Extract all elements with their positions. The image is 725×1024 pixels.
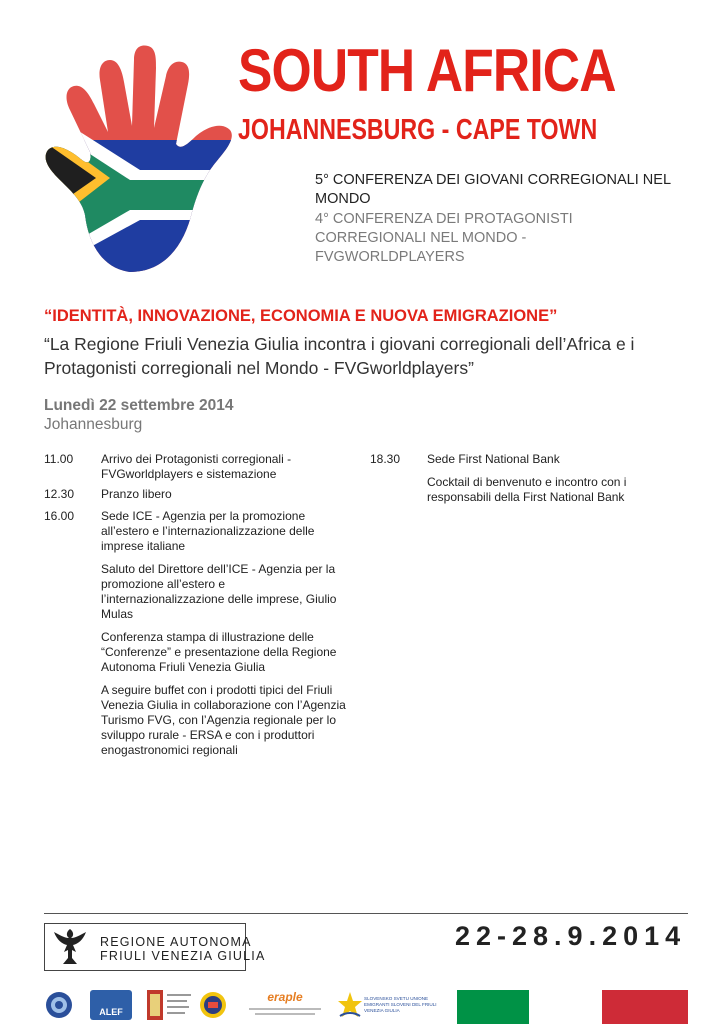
page-subtitle: JOHANNESBURG - CAPE TOWN [238,114,598,146]
alef-logo [90,990,132,1020]
schedule-time: 16.00 [44,509,75,523]
schedule-time: 11.00 [44,452,74,466]
eraple-logo [245,990,325,1020]
schedule-item: Sede ICE - Agenzia per la promozione all’estero e l’internazionalizzazione delle imprese italiane [101,509,315,553]
logo-line-1: REGIONE AUTONOMA [100,935,252,949]
schedule-item: A seguire buffet con i prodotti tipici del Friuli Venezia Giulia in collaborazione con l’Agenzia Turismo FVG, con l’Agenzia regionale per lo sviluppo rurale - ERSA e con i produttori enogastronomici regionali [101,683,346,757]
sponsor-badge-icon [198,990,228,1020]
event-dates: 22-28.9.2014 [455,921,687,951]
schedule-item: Conferenza stampa di illustrazione delle “Conferenze” e presentazione della Regione Autonoma Friuli Venezia Giulia [101,630,337,674]
schedule-item: Arrivo dei Protagonisti corregionali - FVGworldplayers e sistemazione [101,452,292,481]
schedule-item: Saluto del Direttore dell’ICE - Agenzia per la promozione all’estero e l’internazionalizzazione delle imprese, Giulio Mulas [101,562,337,621]
alef-logo-text: ALEF [99,1007,123,1017]
page-title: SOUTH AFRICA [238,37,616,104]
schedule-item: Cocktail di benvenuto e incontro con i responsabili della First National Bank [427,475,627,504]
schedule-item: Sede First National Bank [427,452,560,466]
region-logo-text [100,935,266,963]
sponsor-star-icon [338,990,362,1020]
footer-divider [44,913,688,914]
schedule-item: Pranzo libero [101,487,172,501]
sponsor-crest-icon [147,990,191,1020]
italy-red-band [602,990,688,1024]
south-africa-hand-illustration [30,40,245,280]
sponsor-seal-icon [44,990,74,1020]
event-intro: “La Regione Friuli Venezia Giulia incontra i giovani corregionali dell’Africa e i Protagonisti corregionali nel Mondo - FVGworldplayers” [44,334,635,378]
conference-title-1: 5° CONFERENZA DEI GIOVANI CORREGIONALI NEL MONDO [315,172,671,207]
event-theme: “IDENTITÀ, INNOVAZIONE, ECONOMIA E NUOVA EMIGRAZIONE” [44,307,558,325]
event-city: Johannesburg [44,416,143,433]
sloveni-logo-text: SLOVENSKO SVETU UNIONE EMIGRANTI SLOVENI DEL FRIULI VENEZIA GIULIA [364,996,437,1013]
conference-title-2: 4° CONFERENZA DEI PROTAGONISTI CORREGIONALI NEL MONDO - FVGWORLDPLAYERS [315,211,573,265]
eraple-logo-text: eraple [267,990,303,1004]
logo-line-2: FRIULI VENEZIA GIULIA [100,949,266,963]
schedule-time: 18.30 [370,452,401,466]
italy-green-band [457,990,529,1024]
schedule-time: 12.30 [44,487,75,501]
eagle-icon [50,926,90,968]
event-date: Lunedì 22 settembre 2014 [44,397,234,414]
schedule-right [370,452,690,532]
schedule-left [44,452,354,772]
